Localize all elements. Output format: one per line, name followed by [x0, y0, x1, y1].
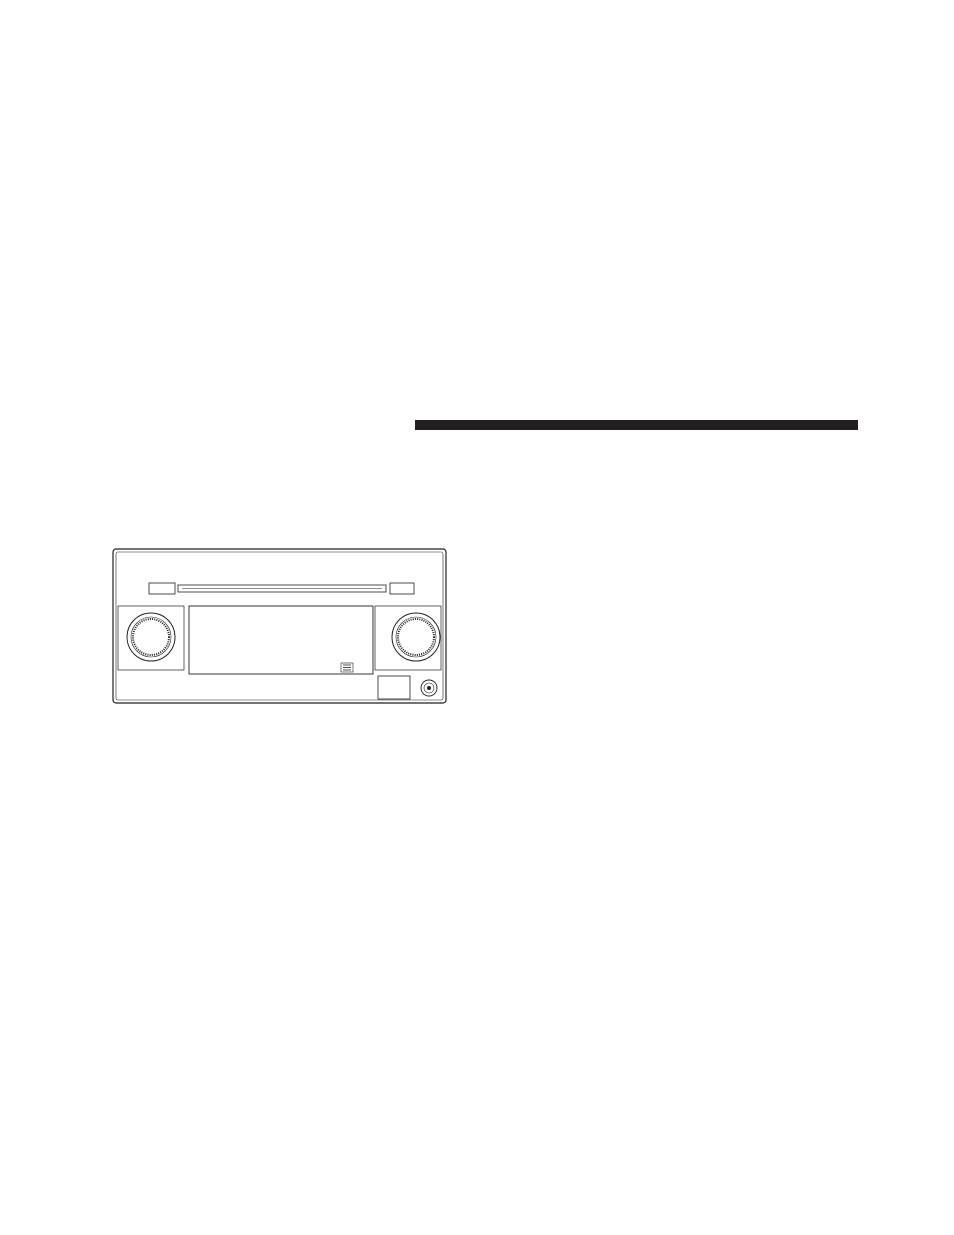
tune-knob[interactable] [392, 613, 440, 661]
note-ignition [485, 468, 858, 487]
time-button[interactable] [390, 583, 414, 594]
eject-button[interactable] [149, 583, 175, 594]
set-rnd-button[interactable] [378, 676, 410, 699]
section-header-bar [415, 420, 858, 430]
note-sales-code [96, 487, 470, 506]
res-radio-illustration [112, 548, 447, 704]
volume-knob[interactable] [127, 613, 175, 661]
